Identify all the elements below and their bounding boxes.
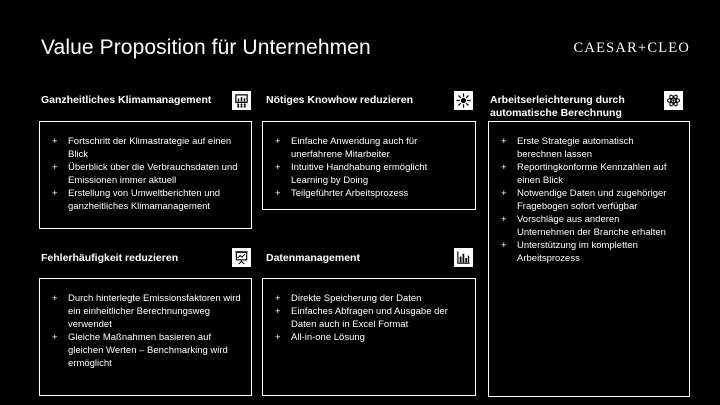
card-heading-berechnung: Arbeitserleichterung durch automatische Berechnung [490, 94, 625, 119]
card-heading-knowhow: Nötiges Knowhow reduzieren [266, 94, 414, 106]
card-box-klimamanagement [39, 121, 252, 229]
list-item: + Fortschritt der Klimastrategie auf einen Blick [52, 135, 241, 161]
list-item: + Reportingkonforme Kennzahlen auf einen Blick [501, 161, 679, 187]
sun-icon [454, 91, 473, 110]
list-item: + Direkte Speicherung der Daten [275, 292, 465, 305]
list-item: + Erstellung von Umweltberichten und ganzheitliches Klimamanagement [52, 187, 241, 213]
atom-icon [664, 91, 683, 110]
card-list [52, 135, 241, 213]
list-item: + Einfache Anwendung auch für unerfahrene Mitarbeiter [275, 135, 465, 161]
presentation-chart-icon [232, 91, 251, 110]
card-box-knowhow [262, 121, 476, 210]
card-box-berechnung [488, 121, 690, 397]
page-title: Value Proposition für Unternehmen [41, 36, 371, 59]
list-item: + Überblick über die Verbrauchsdaten und Emissionen immer aktuell [52, 161, 241, 187]
list-item: + Unterstützung im kompletten Arbeitsprozess [501, 239, 679, 265]
list-item: + Teilgeführter Arbeitsprozess [275, 187, 465, 200]
card-heading-fehlerhaeufigkeit: Fehlerhäufigkeit reduzieren [41, 252, 179, 264]
list-item: + Intuitive Handhabung ermöglicht Learning by Doing [275, 161, 465, 187]
card-list [52, 292, 241, 370]
card-list [275, 292, 465, 344]
list-item: + Gleiche Maßnahmen basieren auf gleichen Werten – Benchmarking wird ermöglicht [52, 331, 241, 370]
list-item: + Notwendige Daten und zugehöriger Fragebogen sofort verfügbar [501, 187, 679, 213]
card-heading-klimamanagement: Ganzheitliches Klimamanagement [41, 94, 212, 106]
card-heading-datenmanagement: Datenmanagement [266, 252, 360, 264]
list-item: + All-in-one Lösung [275, 331, 465, 344]
bar-chart-icon [454, 248, 473, 267]
card-list [501, 135, 679, 265]
card-box-fehlerhaeufigkeit [39, 278, 252, 396]
card-box-datenmanagement [262, 278, 476, 396]
card-list [275, 135, 465, 200]
list-item: + Vorschläge aus anderen Unternehmen der Branche erhalten [501, 213, 679, 239]
list-item: + Durch hinterlegte Emissionsfaktoren wird ein einheitlicher Berechnungsweg verwendet [52, 292, 241, 331]
list-item: + Einfaches Abfragen und Ausgabe der Daten auch in Excel Format [275, 305, 465, 331]
presentation-board-icon [232, 248, 251, 267]
list-item: + Erste Strategie automatisch berechnen lassen [501, 135, 679, 161]
brand-logo: CAESAR+CLEO [573, 40, 690, 56]
